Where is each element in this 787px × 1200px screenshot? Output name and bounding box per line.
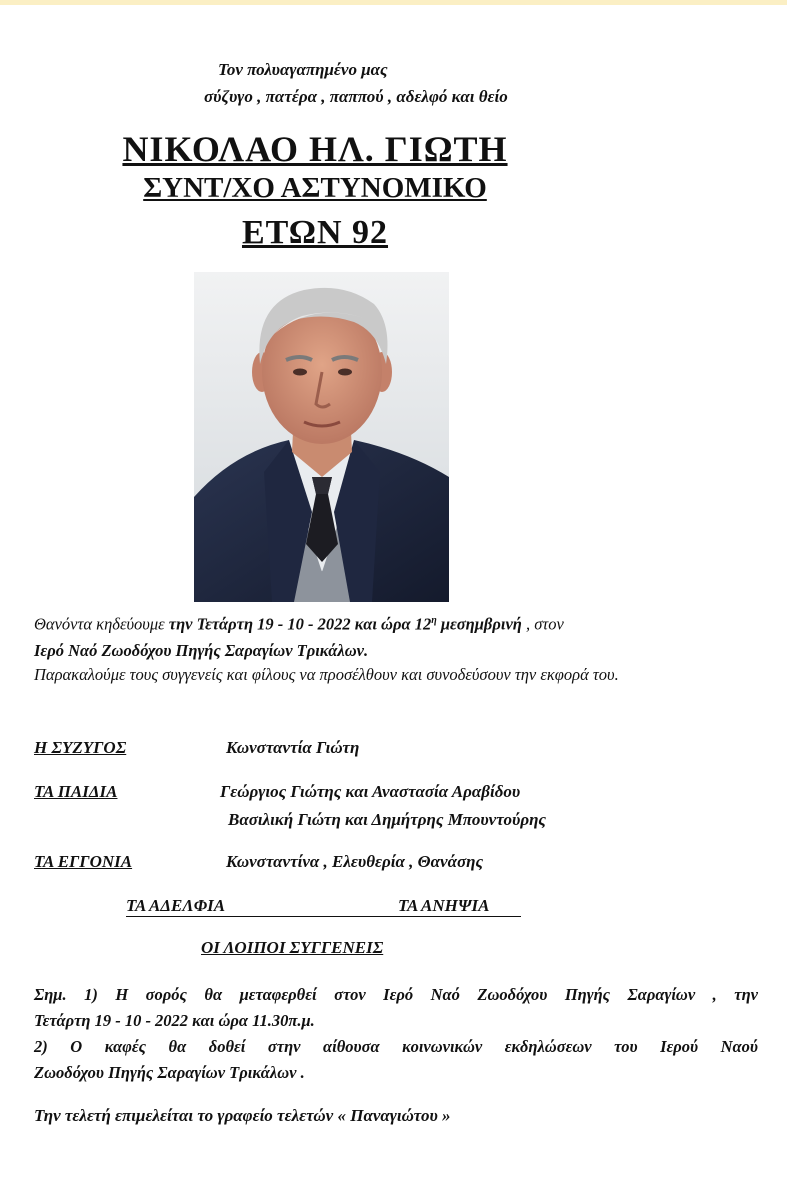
funeral-announcement <box>34 608 758 664</box>
grandchildren-names: Κωνσταντίνα , Ελευθερία , Θανάσης <box>226 852 484 871</box>
announcement-when-suffix: μεσημβρινή <box>436 614 522 634</box>
spouse-label: Η ΣΥΖΥΓΟΣ <box>34 738 127 757</box>
announcement-place: Ιερό Ναό Ζωοδόχου Πηγής Σαραγίων Τρικάλων. <box>34 640 369 660</box>
announcement-prefix: Θανόντα κηδεύουμε <box>34 614 169 634</box>
grandchildren-label: ΤΑ ΕΓΓΟΝΙΑ <box>34 852 133 871</box>
note-2-line-1: 2) Ο καφές θα δοθεί στην αίθουσα κοινωνικών εκδηλώσεων του Ιερού Ναού <box>34 1037 758 1056</box>
deceased-name: ΝΙΚΟΛΑΟ ΗΛ. ΓΙΩΤΗ <box>122 129 508 169</box>
notes-section <box>34 982 758 1086</box>
siblings-label: ΤΑ ΑΔΕΛΦΙΑ <box>126 896 226 915</box>
spouse-name: Κωνσταντία Γιώτη <box>226 738 360 757</box>
announcement-when: την Τετάρτη 19 - 10 - 2022 και ώρα 12 <box>168 614 432 634</box>
top-edge-bar <box>0 0 787 5</box>
children-line-1: Γεώργιος Γιώτης και Αναστασία Αραβίδου <box>220 782 521 801</box>
children-label: ΤΑ ΠΑΙΔΙΑ <box>34 782 118 801</box>
announcement-invitation: Παρακαλούμε τους συγγενείς και φίλους να προσέλθουν και συνοδεύσουν την εκφορά του. <box>34 665 619 684</box>
funeral-home-footer: Την τελετή επιμελείται το γραφείο τελετών « Παναγιώτου » <box>34 1106 451 1125</box>
children-line-2: Βασιλική Γιώτη και Δημήτρης Μπουντούρης <box>228 810 547 829</box>
portrait-illustration <box>194 272 449 602</box>
announcement-place-prefix: , στον <box>521 614 564 634</box>
relatives-label: ΟΙ ΛΟΙΠΟΙ ΣΥΓΓΕΝΕΙΣ <box>201 938 384 957</box>
intro-line-1: Τον πολυαγαπημένο μας <box>218 60 388 79</box>
deceased-title: ΣΥΝΤ/ΧΟ ΑΣΤΥΝΟΜΙΚΟ <box>143 172 487 204</box>
intro-line-2: σύζυγο , πατέρα , παππού , αδελφό και θείο <box>204 87 508 106</box>
note-1-line-2: Τετάρτη 19 - 10 - 2022 και ώρα 11.30π.μ. <box>34 1011 315 1030</box>
note-2-line-2: Ζωοδόχου Πηγής Σαραγίων Τρικάλων . <box>34 1063 305 1082</box>
announcement-superscript: η <box>431 615 437 626</box>
note-1-line-1: Σημ. 1) Η σορός θα μεταφερθεί στον Ιερό Ναό Ζωοδόχου Πηγής Σαραγίων , την <box>34 985 758 1004</box>
deceased-age: ΕΤΩΝ 92 <box>241 214 389 251</box>
siblings-nephews-row <box>126 896 521 917</box>
nephews-label: ΤΑ ΑΝΗΨΙΑ <box>398 896 490 915</box>
portrait-photo <box>194 272 449 602</box>
